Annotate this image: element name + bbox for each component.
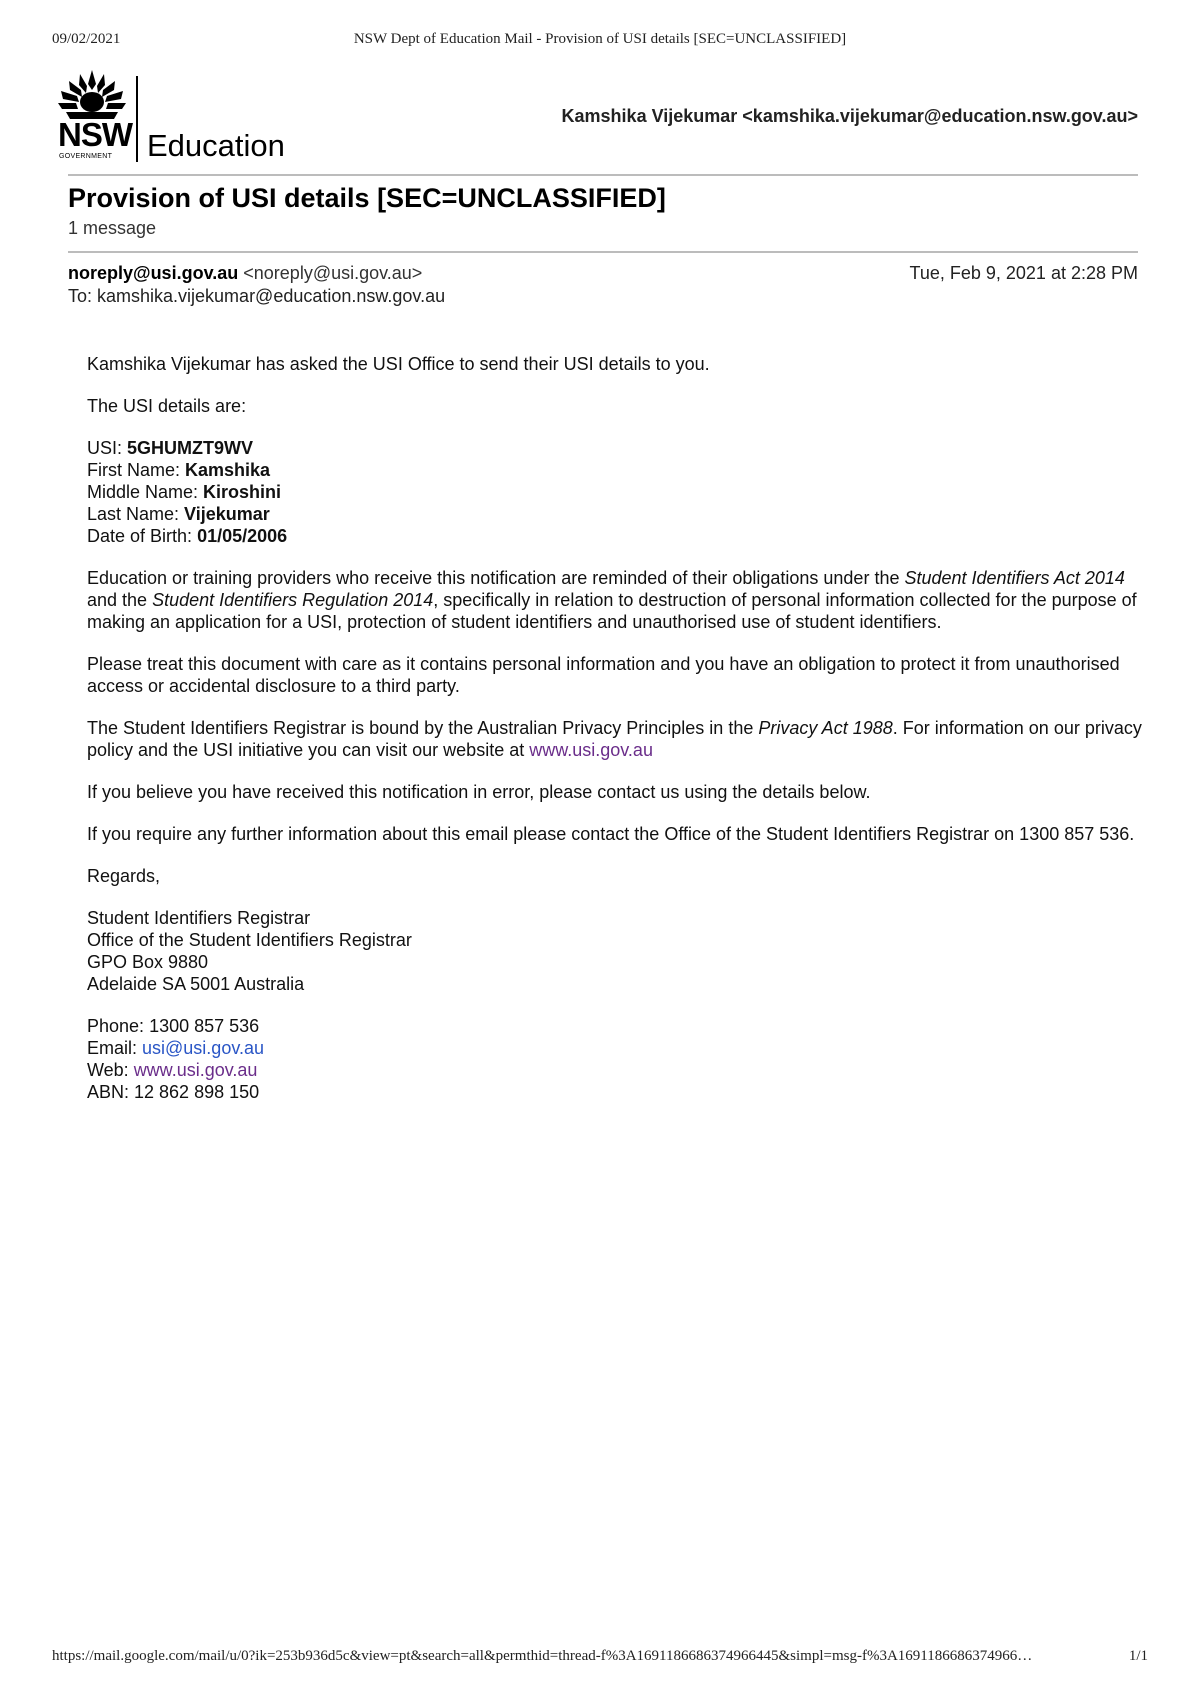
sender-name: noreply@usi.gov.au (68, 263, 239, 283)
page-number: 1/1 (1128, 1648, 1148, 1664)
signature-line: GPO Box 9880 (87, 952, 209, 972)
contact-phone: Phone: 1300 857 536 (87, 1016, 260, 1036)
details-intro: The USI details are: (87, 396, 247, 416)
contact-abn: ABN: 12 862 898 150 (87, 1082, 260, 1102)
privacy-paragraph: The Student Identifiers Registrar is bound by the Australian Privacy Principles in the Privacy Act 1988. For information on our privacy policy and the USI initiative you can visit our website at www.usi.gov.au (87, 718, 1142, 760)
account-identity: Kamshika Vijekumar <kamshika.vijekumar@education.nsw.gov.au> (561, 106, 1138, 126)
detail-last-name: Last Name: Vijekumar (87, 504, 270, 524)
recipient: To: kamshika.vijekumar@education.nsw.gov.au (68, 286, 446, 306)
obligations-paragraph: Education or training providers who receive this notification are reminded of their obligations under the Student Identifiers Act 2014 and the Student Identifiers Regulation 2014, specifically in relation to destruction of personal information collected for the purpose of making an application for a USI, protection of student identifiers and unauthorised use of student identifiers. (87, 568, 1137, 632)
email-body (87, 353, 1147, 1123)
signature-line: Office of the Student Identifiers Registrar (87, 930, 412, 950)
detail-first-name: First Name: Kamshika (87, 460, 271, 480)
signature-line: Student Identifiers Registrar (87, 908, 311, 928)
logo-nsw-text: NSW (58, 116, 132, 153)
further-info-paragraph: If you require any further information about this email please contact the Office of the Student Identifiers Registrar on 1300 857 536. (87, 824, 1135, 844)
sender (68, 263, 422, 284)
detail-middle-name: Middle Name: Kiroshini (87, 482, 282, 502)
logo-education-text: Education (147, 128, 285, 163)
website-link[interactable]: www.usi.gov.au (529, 740, 653, 760)
detail-usi: USI: 5GHUMZT9WV (87, 438, 254, 458)
email-subject: Provision of USI details [SEC=UNCLASSIFIED] (68, 183, 666, 213)
print-date: 09/02/2021 (52, 31, 121, 47)
print-title: NSW Dept of Education Mail - Provision of USI details [SEC=UNCLASSIFIED] (353, 31, 847, 47)
subject-divider (68, 251, 1138, 253)
error-paragraph: If you believe you have received this notification in error, please contact us using the details below. (87, 782, 871, 802)
signature (87, 907, 1147, 995)
header-divider (68, 174, 1138, 176)
usi-details (87, 437, 1147, 547)
contact-details (87, 1015, 1147, 1103)
logo-government-text: GOVERNMENT (59, 153, 113, 160)
intro-paragraph: Kamshika Vijekumar has asked the USI Office to send their USI details to you. (87, 354, 710, 374)
regards: Regards, (87, 866, 161, 886)
sent-timestamp: Tue, Feb 9, 2021 at 2:28 PM (909, 263, 1138, 283)
sender-address: <noreply@usi.gov.au> (243, 263, 423, 283)
contact-email: Email: usi@usi.gov.au (87, 1038, 265, 1058)
web-link[interactable]: www.usi.gov.au (133, 1060, 258, 1080)
message-count: 1 message (68, 218, 157, 238)
detail-date-of-birth: Date of Birth: 01/05/2006 (87, 526, 288, 546)
logo-divider (136, 76, 138, 162)
nsw-education-logo (56, 68, 286, 166)
signature-line: Adelaide SA 5001 Australia (87, 974, 305, 994)
print-url: https://mail.google.com/mail/u/0?ik=253b936d5c&view=pt&search=all&permthid=thread-f%3A1691186686374966445&simpl=msg-f%3A1691186686374966… (52, 1648, 1033, 1664)
contact-web: Web: www.usi.gov.au (87, 1060, 258, 1080)
waratah-icon (56, 68, 128, 120)
care-paragraph: Please treat this document with care as it contains personal information and you have an obligation to protect it from unauthorised access or accidental disclosure to a third party. (87, 654, 1120, 696)
email-link[interactable]: usi@usi.gov.au (142, 1038, 265, 1058)
